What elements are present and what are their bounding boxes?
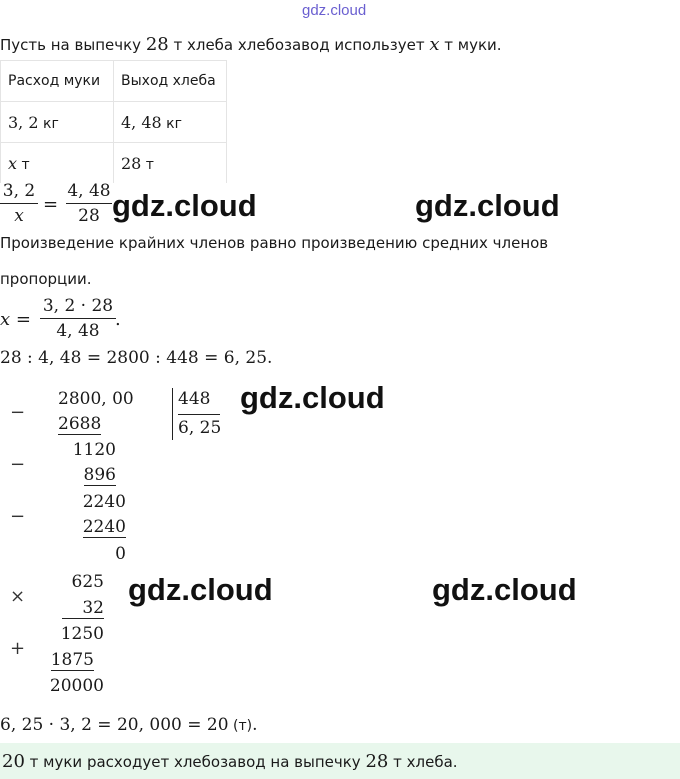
intro-var: x [429,34,440,55]
proportion-right-fraction [66,180,112,227]
fraction-denominator: 4, 48 [56,321,100,341]
watermark: gdz.cloud [128,572,273,607]
fraction-bar [0,203,38,204]
multiplier [40,598,104,619]
cell-value: 3, 2 [8,112,39,132]
cell-unit: кг [38,115,59,132]
proportion-left-fraction [0,180,38,227]
table-header-row [1,61,227,102]
plus-sign: + [10,638,26,659]
fraction-numerator: 3, 2 [2,181,36,201]
subtrahend-1-value: 2688 [58,414,102,434]
remainder-2: 2240 [82,492,126,512]
table-row [1,143,227,184]
answer-num2: 28 [365,751,389,772]
table-cell [114,102,227,143]
minus-sign: − [10,506,26,527]
x-formula-lhs: x = [0,309,31,330]
partial-product-2-value: 1875 [50,650,94,670]
table-row [1,102,227,143]
cell-value: 4, 48 [121,112,162,132]
final-equation [0,715,257,735]
partial-product-1: 1250 [60,624,104,644]
x-formula-fraction [40,295,116,342]
fraction-denominator: 28 [78,206,100,226]
intro-mid: т хлеба хлебозавод использует [168,36,430,54]
watermark-top: gdz.cloud [302,2,367,19]
table-header: Выход хлеба [114,61,227,102]
answer-after: т хлеба. [388,753,458,771]
rule-text-line1: Произведение крайних членов равно произведению средних членов [0,234,549,252]
subtrahend-2-value: 896 [83,465,116,485]
division-horizontal-line [178,414,220,415]
cell-unit: т [141,156,154,173]
proportion-equals: = [43,194,59,215]
cell-unit: кг [161,115,182,132]
minus-sign: − [10,402,26,423]
remainder-3: 0 [115,544,126,564]
times-sign: × [10,586,26,607]
table-cell [114,143,227,184]
remainder-1: 1120 [72,440,116,460]
subtrahend-1 [58,414,138,435]
fraction-denominator: x [14,206,24,226]
cell-unit: т [17,156,30,173]
watermark: gdz.cloud [415,188,560,223]
division-equation: 28 : 4, 48 = 2800 : 448 = 6, 25. [0,348,273,368]
fraction-numerator: 3, 2 · 28 [42,296,114,316]
watermark: gdz.cloud [112,188,257,223]
dividend: 2800, 00 [58,389,134,409]
intro-before: Пусть на выпечку [0,36,146,54]
divisor: 448 [178,389,211,409]
fraction-bar [66,203,112,204]
watermark: gdz.cloud [240,380,385,415]
division-vertical-line [172,388,173,440]
product-result: 20000 [49,676,104,696]
cell-value: x [8,153,18,173]
partial-product-2 [40,650,94,671]
answer-box [0,743,680,779]
table-header: Расход муки [1,61,114,102]
fraction-bar [40,318,116,319]
quotient: 6, 25 [178,418,222,438]
intro-after: т муки. [439,36,502,54]
table-cell [1,102,114,143]
answer-text [2,751,458,772]
watermark: gdz.cloud [432,572,577,607]
fraction-numerator: 4, 48 [67,181,111,201]
final-dot: . [252,715,258,735]
subtrahend-3-value: 2240 [82,517,126,537]
intro-text [0,34,502,55]
subtrahend-3 [40,517,126,538]
subtrahend-2 [40,465,116,486]
intro-num: 28 [145,34,169,55]
minus-sign: − [10,454,26,475]
multiplier-value: 32 [62,598,104,619]
answer-num: 20 [2,751,25,772]
data-table [0,60,227,184]
answer-mid: т муки расходует хлебозавод на выпечку [24,753,366,771]
multiplicand: 625 [71,572,104,592]
cell-value: 28 [121,153,142,173]
final-unit: (т) [228,718,253,734]
rule-text-line2: пропорции. [0,270,92,288]
table-cell [1,143,114,184]
final-expression: 6, 25 · 3, 2 = 20, 000 = 20 [0,715,229,735]
x-formula-dot: . [115,309,121,330]
